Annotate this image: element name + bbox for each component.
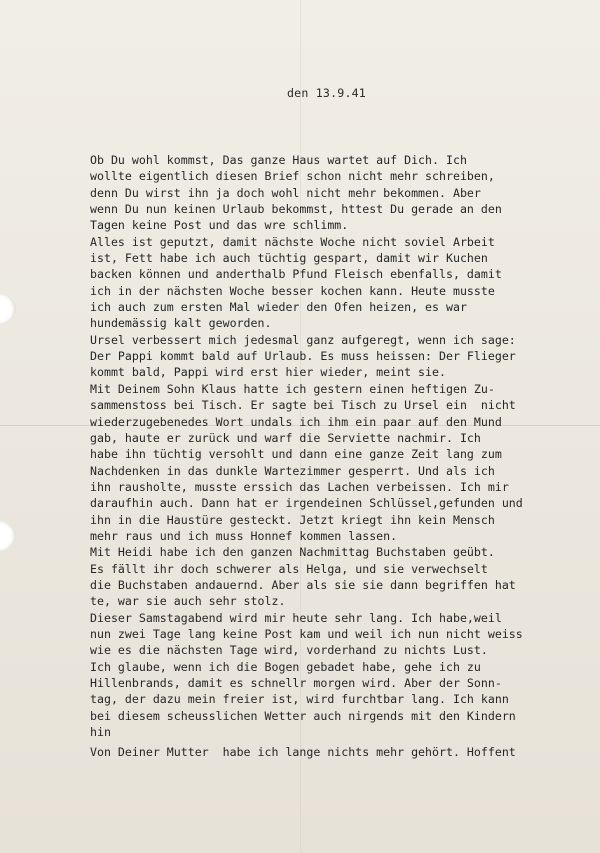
letter-line: die Buchstaben andauernd. Aber als sie sie dann begriffen hat: [90, 577, 516, 592]
letter-date: den 13.9.41: [287, 86, 366, 100]
letter-line: Ob Du wohl kommst, Das ganze Haus wartet auf Dich. Ich: [90, 153, 467, 167]
letter-line: hin: [90, 725, 111, 740]
letter-line: denn Du wirst ihn ja doch wohl nicht mehr bekommen. Aber: [90, 185, 481, 200]
letter-line: Ich glaube, wenn ich die Bogen gebadet habe, gehe ich zu: [90, 659, 481, 674]
letter-line: gab, haute er zurück und warf die Serviette nachmir. Ich: [90, 430, 481, 445]
letter-line: Hillenbrands, damit es schnellr morgen wird. Aber der Sonn-: [90, 676, 502, 690]
letter-line: Dieser Samstagabend wird mir heute sehr lang. Ich habe,weil: [90, 610, 502, 625]
letter-line: wie es die nächsten Tage wird, vorderhand zu nichts Lust.: [90, 643, 488, 658]
letter-line: wiederzugebenedes Wort undals ich ihm ein paar auf den Mund: [90, 414, 502, 429]
letter-line: habe ihn tüchtig versohlt und dann eine ganze Zeit lang zum: [90, 447, 502, 462]
letter-line: nun zwei Tage lang keine Post kam und weil ich nun nicht weiss: [90, 626, 523, 641]
letter-line: Der Pappi kommt bald auf Urlaub. Es muss heissen: Der Flieger: [90, 349, 516, 364]
letter-line: Es fällt ihr doch schwerer als Helga, und sie verwechselt: [90, 561, 488, 576]
letter-line: ist, Fett habe ich auch tüchtig gespart, damit wir Kuchen: [90, 251, 488, 266]
letter-line: ich in der nächsten Woche besser kochen kann. Heute musste: [90, 283, 495, 298]
letter-line: daraufhin auch. Dann hat er irgendeinen Schlüssel,gefunden und: [90, 496, 523, 511]
letter-line: Mit Heidi habe ich den ganzen Nachmittag Buchstaben geübt.: [90, 545, 495, 560]
letter-line: te, war sie auch sehr stolz.: [90, 594, 286, 609]
letter-line: backen können und anderthalb Pfund Fleisch ebenfalls, damit: [90, 267, 502, 282]
letter-line: mehr raus und ich muss Honnef kommen lassen.: [90, 528, 398, 543]
punch-hole-upper: [0, 294, 16, 324]
letter-line: hundemässig kalt geworden.: [90, 316, 272, 331]
letter-line: ihn in die Haustüre gesteckt. Jetzt kriegt ihn kein Mensch: [90, 512, 495, 527]
letter-line: Mit Deinem Sohn Klaus hatte ich gestern einen heftigen Zu-: [90, 381, 495, 396]
letter-line: ihn rausholte, musste erssich das Lachen verbeissen. Ich mir: [90, 479, 509, 494]
letter-line: wollte eigentlich diesen Brief schon nicht mehr schreiben,: [90, 169, 495, 184]
letter-line: Ursel verbessert mich jedesmal ganz aufgeregt, wenn ich sage:: [90, 332, 516, 347]
letter-line: kommt bald, Pappi wird erst hier wieder, meint sie.: [90, 365, 446, 380]
letter-line: Alles ist geputzt, damit nächste Woche nicht soviel Arbeit: [90, 234, 495, 249]
letter-line: wenn Du nun keinen Urlaub bekommst, httest Du gerade an den: [90, 202, 502, 217]
letter-line: ich auch zum ersten Mal wieder den Ofen heizen, es war: [90, 300, 467, 315]
letter-line: bei diesem scheusslichen Wetter auch nirgends mit den Kindern: [90, 708, 516, 723]
letter-line: Von Deiner Mutter habe ich lange nichts mehr gehört. Hoffent: [90, 745, 516, 760]
letter-line: tag, der dazu mein freier ist, wird furchtbar lang. Ich kann: [90, 692, 509, 707]
letter-line: Nachdenken in das dunkle Wartezimmer gesperrt. Und als ich: [90, 463, 495, 478]
letter-line: sammenstoss bei Tisch. Er sagte bei Tisch zu Ursel ein nicht: [90, 398, 516, 413]
punch-hole-lower: [0, 521, 16, 551]
letter-body: [90, 152, 570, 761]
letter-line: Tagen keine Post und das wre schlimm.: [90, 218, 349, 233]
